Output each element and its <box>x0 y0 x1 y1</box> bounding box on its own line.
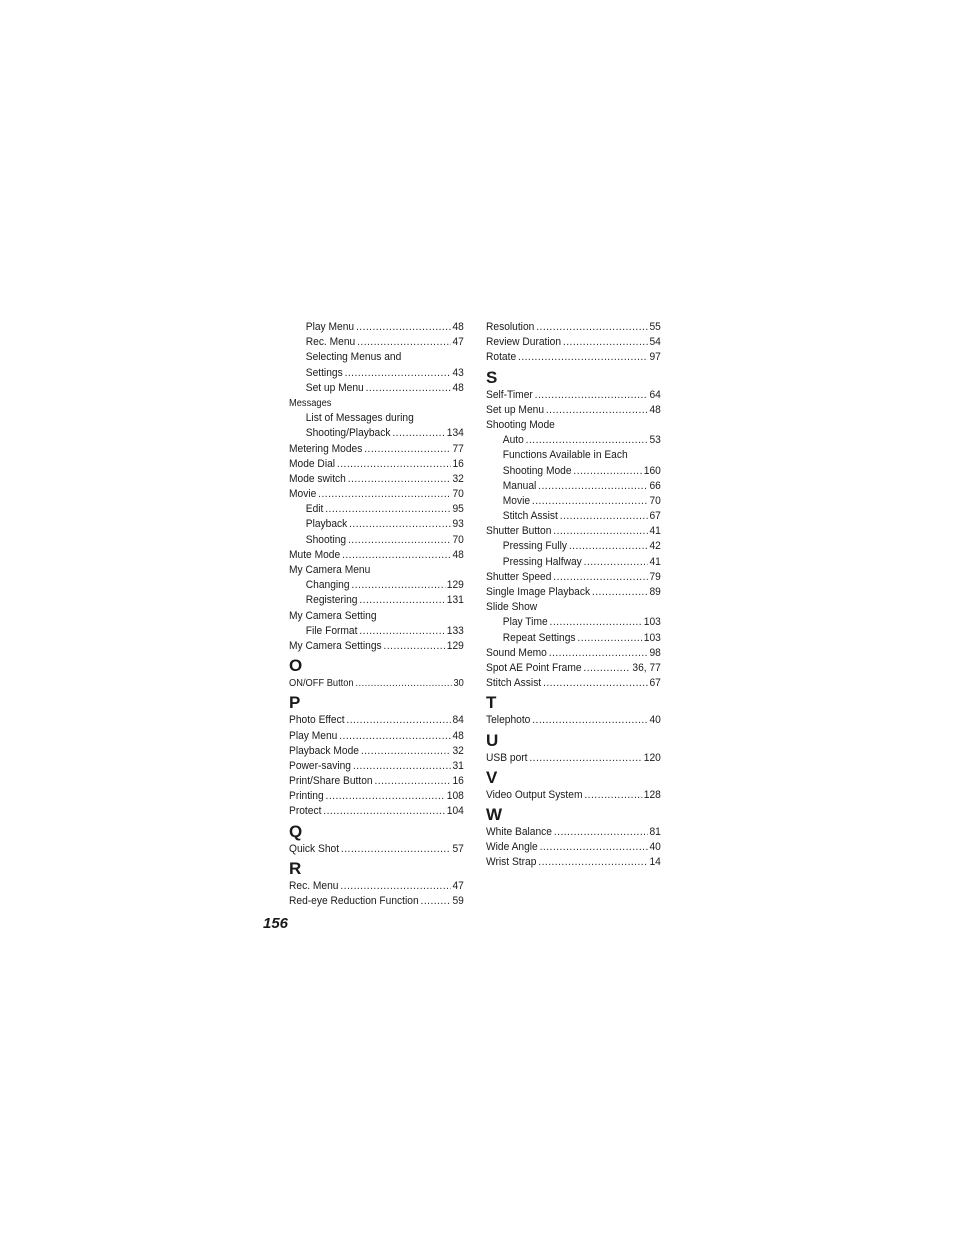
index-entry-label: USB port <box>486 751 528 764</box>
dot-leader <box>348 472 451 487</box>
dot-leader <box>356 320 451 335</box>
index-entry-label: Play Menu <box>289 729 338 742</box>
index-entry-page: 59 <box>452 895 464 907</box>
index-entry-page: 40 <box>649 714 661 727</box>
index-entry-label: List of Messages during <box>305 412 414 425</box>
index-column-right <box>486 320 661 870</box>
index-entry-page: 48 <box>452 548 464 561</box>
index-subentry <box>486 448 661 463</box>
index-entry-page: 67 <box>649 677 661 690</box>
index-section-letter: U <box>486 730 499 750</box>
dot-leader <box>577 631 642 646</box>
index-entry-page: 104 <box>446 805 464 818</box>
dot-leader <box>584 788 642 803</box>
index-entry-label: Movie <box>289 488 317 501</box>
index-entry-label: Shooting <box>305 533 347 546</box>
index-entry-label: Review Duration <box>486 336 562 349</box>
index-entry <box>289 842 464 857</box>
index-entry-label: Functions Available in Each <box>502 449 628 462</box>
index-entry-label: Rotate <box>486 351 517 364</box>
index-entry-label: Wide Angle <box>486 841 538 854</box>
index-entry <box>289 457 464 472</box>
dot-leader <box>384 639 445 654</box>
dot-leader <box>342 548 451 563</box>
index-section-letter: S <box>486 367 498 387</box>
index-entry-page: 55 <box>649 321 661 333</box>
index-entry-page: 70 <box>649 494 661 507</box>
index-entry <box>486 713 661 728</box>
index-subentry <box>289 502 464 517</box>
index-entry-label: Shutter Button <box>486 525 552 538</box>
index-entry-page: 97 <box>649 351 661 364</box>
index-entry <box>486 524 661 539</box>
index-entry-label: ON/OFF Button <box>289 678 354 690</box>
index-entry-page: 48 <box>452 321 464 333</box>
index-entry <box>289 472 464 487</box>
dot-leader <box>592 585 648 600</box>
index-entry-page: 81 <box>649 825 661 838</box>
index-entry-label: Stitch Assist <box>486 677 542 690</box>
index-entry-page: 47 <box>452 336 464 349</box>
index-entry-page: 43 <box>452 366 464 379</box>
index-entry-label: Play Menu <box>305 321 355 333</box>
index-entry-label: Photo Effect <box>289 714 345 727</box>
index-entry-page: 103 <box>643 616 661 629</box>
index-entry-page: 41 <box>649 555 661 568</box>
index-entry-page: 70 <box>452 533 464 546</box>
index-entry-page: 134 <box>446 427 464 440</box>
index-subentry <box>289 335 464 350</box>
dot-leader <box>538 479 647 494</box>
index-entry <box>289 894 464 909</box>
index-entry <box>486 825 661 840</box>
index-entry-label: Self-Timer <box>486 388 533 401</box>
page-number: 156 <box>263 915 289 932</box>
index-entry-page: 70 <box>452 488 464 501</box>
index-entry-page: 53 <box>649 434 661 447</box>
index-entry <box>289 804 464 819</box>
dot-leader <box>359 593 445 608</box>
index-entry <box>289 789 464 804</box>
index-subentry <box>486 539 661 554</box>
index-entry-page: 31 <box>452 759 464 772</box>
index-entry-page: 120 <box>643 751 661 764</box>
index-entry-page: 133 <box>446 624 464 637</box>
index-entry-page: 54 <box>649 336 661 349</box>
dot-leader <box>318 487 450 502</box>
dot-leader <box>421 894 451 909</box>
dot-leader <box>532 494 648 509</box>
dot-leader <box>392 426 445 441</box>
index-subentry <box>289 533 464 548</box>
index-entry-page: 77 <box>452 442 464 455</box>
index-entry-page: 95 <box>452 503 464 516</box>
index-entry-page: 14 <box>649 856 661 869</box>
index-subentry <box>289 411 464 426</box>
index-entry-page: 30 <box>453 678 464 690</box>
index-entry <box>486 788 661 803</box>
index-subentry <box>486 433 661 448</box>
index-entry <box>289 487 464 502</box>
index-entry-label: File Format <box>305 624 358 637</box>
index-entry-page: 57 <box>452 842 464 855</box>
dot-leader <box>532 713 647 728</box>
index-subentry <box>486 464 661 479</box>
index-subentry <box>486 615 661 630</box>
index-entry-label: Protect <box>289 805 322 818</box>
index-entry-page: 47 <box>452 879 464 892</box>
dot-leader <box>573 464 641 479</box>
index-entry-label: Repeat Settings <box>502 631 576 644</box>
dot-leader <box>535 388 648 403</box>
index-entry <box>289 442 464 457</box>
index-entry-label: Selecting Menus and <box>305 351 402 364</box>
index-entry <box>486 350 661 365</box>
index-section-letter: R <box>289 858 302 878</box>
index-subentry <box>289 366 464 381</box>
index-entry-label: Set up Menu <box>305 381 364 394</box>
index-entry-page: 98 <box>649 646 661 659</box>
index-entry <box>289 563 464 578</box>
index-entry-label: Edit <box>305 503 324 516</box>
index-entry-label: Telephoto <box>486 714 531 727</box>
index-subentry <box>289 381 464 396</box>
index-entry <box>289 759 464 774</box>
index-entry-label: Slide Show <box>486 601 538 614</box>
index-entry-label: Stitch Assist <box>502 510 558 523</box>
index-entry-label: My Camera Menu <box>289 564 371 576</box>
dot-leader <box>355 676 451 691</box>
index-entry-page: 32 <box>452 472 464 485</box>
index-entry-label: Mode Dial <box>289 457 336 470</box>
index-entry-page: 32 <box>452 744 464 757</box>
index-entry-page: 36, 77 <box>632 661 661 674</box>
index-entry-label: Shooting/Playback <box>305 427 391 440</box>
index-entry-label: White Balance <box>486 825 552 838</box>
index-subentry <box>289 578 464 593</box>
index-entry-page: 64 <box>649 388 661 401</box>
dot-leader <box>540 840 648 855</box>
index-entry-label: My Camera Settings <box>289 639 382 652</box>
index-entry <box>289 744 464 759</box>
index-entry <box>289 774 464 789</box>
index-entry <box>486 403 661 418</box>
index-entry-page: 16 <box>452 457 464 470</box>
index-entry <box>486 585 661 600</box>
index-entry-page: 40 <box>649 841 661 854</box>
index-subentry <box>486 509 661 524</box>
index-entry-label: Spot AE Point Frame <box>486 661 582 674</box>
dot-leader <box>346 713 450 728</box>
dot-leader <box>583 661 630 676</box>
index-entry-label: Shutter Speed <box>486 570 552 583</box>
dot-leader <box>553 524 647 539</box>
dot-leader <box>549 646 648 661</box>
index-entry <box>289 879 464 894</box>
dot-leader <box>529 751 642 766</box>
index-subentry <box>289 426 464 441</box>
index-entry-page: 128 <box>643 788 661 801</box>
index-section-letter: W <box>486 804 503 824</box>
index-entry-label: My Camera Setting <box>289 609 377 622</box>
index-entry <box>486 570 661 585</box>
index-entry <box>486 676 661 691</box>
index-entry <box>289 609 464 624</box>
index-entry <box>486 661 661 676</box>
index-entry-label: Metering Modes <box>289 442 363 455</box>
index-entry-label: Rec. Menu <box>289 879 339 892</box>
index-entry-label: Mute Mode <box>289 548 341 561</box>
index-entry-label: Pressing Fully <box>502 540 567 553</box>
dot-leader <box>569 539 648 554</box>
dot-leader <box>364 442 450 457</box>
index-entry-label: Red-eye Reduction Function <box>289 895 419 907</box>
dot-leader <box>323 804 445 819</box>
index-entry-page: 108 <box>446 790 464 803</box>
dot-leader <box>366 381 451 396</box>
dot-leader <box>349 517 450 532</box>
index-entry-label: Single Image Playback <box>486 586 591 598</box>
index-entry-page: 129 <box>446 579 464 592</box>
index-entry-label: Sound Memo <box>486 646 547 659</box>
dot-leader <box>584 555 648 570</box>
dot-leader <box>361 744 451 759</box>
dot-leader <box>554 825 648 840</box>
index-entry <box>486 751 661 766</box>
index-entry-page: 41 <box>649 525 661 538</box>
index-entry <box>486 388 661 403</box>
index-section-letter: P <box>289 693 301 713</box>
index-entry-page: 66 <box>649 479 661 492</box>
dot-leader <box>546 403 648 418</box>
index-subentry <box>289 320 464 335</box>
index-entry <box>486 418 661 433</box>
index-entry-page: 48 <box>452 381 464 394</box>
index-entry-label: Registering <box>305 594 358 607</box>
index-entry-page: 103 <box>643 631 661 644</box>
index-column-left <box>289 320 464 909</box>
dot-leader <box>536 320 647 335</box>
dot-leader <box>538 855 647 870</box>
index-entry-label: Resolution <box>486 321 535 333</box>
dot-leader <box>325 502 450 517</box>
index-entry-page: 42 <box>649 540 661 553</box>
dot-leader <box>339 729 450 744</box>
index-entry-label: Play Time <box>502 616 548 629</box>
index-subentry <box>289 350 464 365</box>
index-section-letter: T <box>486 693 497 713</box>
index-entry-page: 16 <box>452 775 464 788</box>
index-entry <box>289 729 464 744</box>
dot-leader <box>359 624 445 639</box>
index-entry-label: Playback <box>305 518 348 531</box>
index-section-letter: V <box>486 767 498 787</box>
dot-leader <box>374 774 450 789</box>
dot-leader <box>550 615 642 630</box>
dot-leader <box>351 578 445 593</box>
index-entry-page: 93 <box>452 518 464 531</box>
index-entry <box>486 335 661 350</box>
index-subentry <box>486 494 661 509</box>
index-entry-page: 48 <box>649 403 661 416</box>
index-entry-page: 67 <box>649 510 661 523</box>
index-entry-label: Printing <box>289 790 324 803</box>
index-entry-label: Messages <box>289 397 332 409</box>
index-subentry <box>486 479 661 494</box>
index-entry-page: 89 <box>649 586 661 598</box>
dot-leader <box>526 433 648 448</box>
index-entry-page: 48 <box>452 729 464 742</box>
dot-leader <box>337 457 451 472</box>
index-subentry <box>289 624 464 639</box>
dot-leader <box>326 789 445 804</box>
index-entry <box>486 646 661 661</box>
index-entry-label: Shooting Mode <box>486 418 555 431</box>
index-entry-label: Auto <box>502 434 524 447</box>
index-entry <box>486 600 661 615</box>
dot-leader <box>345 366 451 381</box>
index-subentry <box>486 631 661 646</box>
index-entry-page: 131 <box>446 594 464 607</box>
dot-leader <box>518 350 648 365</box>
index-entry-label: Quick Shot <box>289 842 340 855</box>
index-entry-label: Settings <box>305 366 343 379</box>
index-entry-label: Shooting Mode <box>502 464 572 477</box>
index-subentry <box>486 555 661 570</box>
index-entry-page: 129 <box>446 639 464 652</box>
dot-leader <box>353 759 451 774</box>
dot-leader <box>553 570 647 585</box>
index-entry <box>289 676 464 691</box>
index-entry-label: Playback Mode <box>289 744 359 757</box>
index-entry-label: Set up Menu <box>486 403 545 416</box>
index-entry-label: Video Output System <box>486 788 583 801</box>
index-entry-label: Manual <box>502 479 537 492</box>
index-section-letter: O <box>289 656 303 676</box>
index-entry <box>289 396 464 411</box>
index-entry <box>289 713 464 728</box>
index-entry-label: Mode switch <box>289 472 346 485</box>
index-entry-page: 84 <box>452 714 464 727</box>
dot-leader <box>563 335 648 350</box>
dot-leader <box>560 509 648 524</box>
index-entry <box>289 548 464 563</box>
index-subentry <box>289 517 464 532</box>
dot-leader <box>341 842 451 857</box>
dot-leader <box>340 879 450 894</box>
index-entry-label: Power-saving <box>289 759 351 772</box>
index-entry-label: Rec. Menu <box>305 336 356 349</box>
index-section-letter: Q <box>289 821 303 841</box>
index-entry-label: Print/Share Button <box>289 775 373 788</box>
dot-leader <box>357 335 451 350</box>
dot-leader <box>348 533 451 548</box>
index-entry <box>289 639 464 654</box>
index-entry-page: 79 <box>649 570 661 583</box>
index-entry-label: Changing <box>305 579 350 592</box>
dot-leader <box>543 676 648 691</box>
index-entry-page: 160 <box>643 464 661 477</box>
index-entry <box>486 855 661 870</box>
index-entry-label: Movie <box>502 494 531 507</box>
index-entry-label: Pressing Halfway <box>502 555 582 568</box>
index-entry-label: Wrist Strap <box>486 856 537 869</box>
index-subentry <box>289 593 464 608</box>
index-entry <box>486 840 661 855</box>
index-entry <box>486 320 661 335</box>
